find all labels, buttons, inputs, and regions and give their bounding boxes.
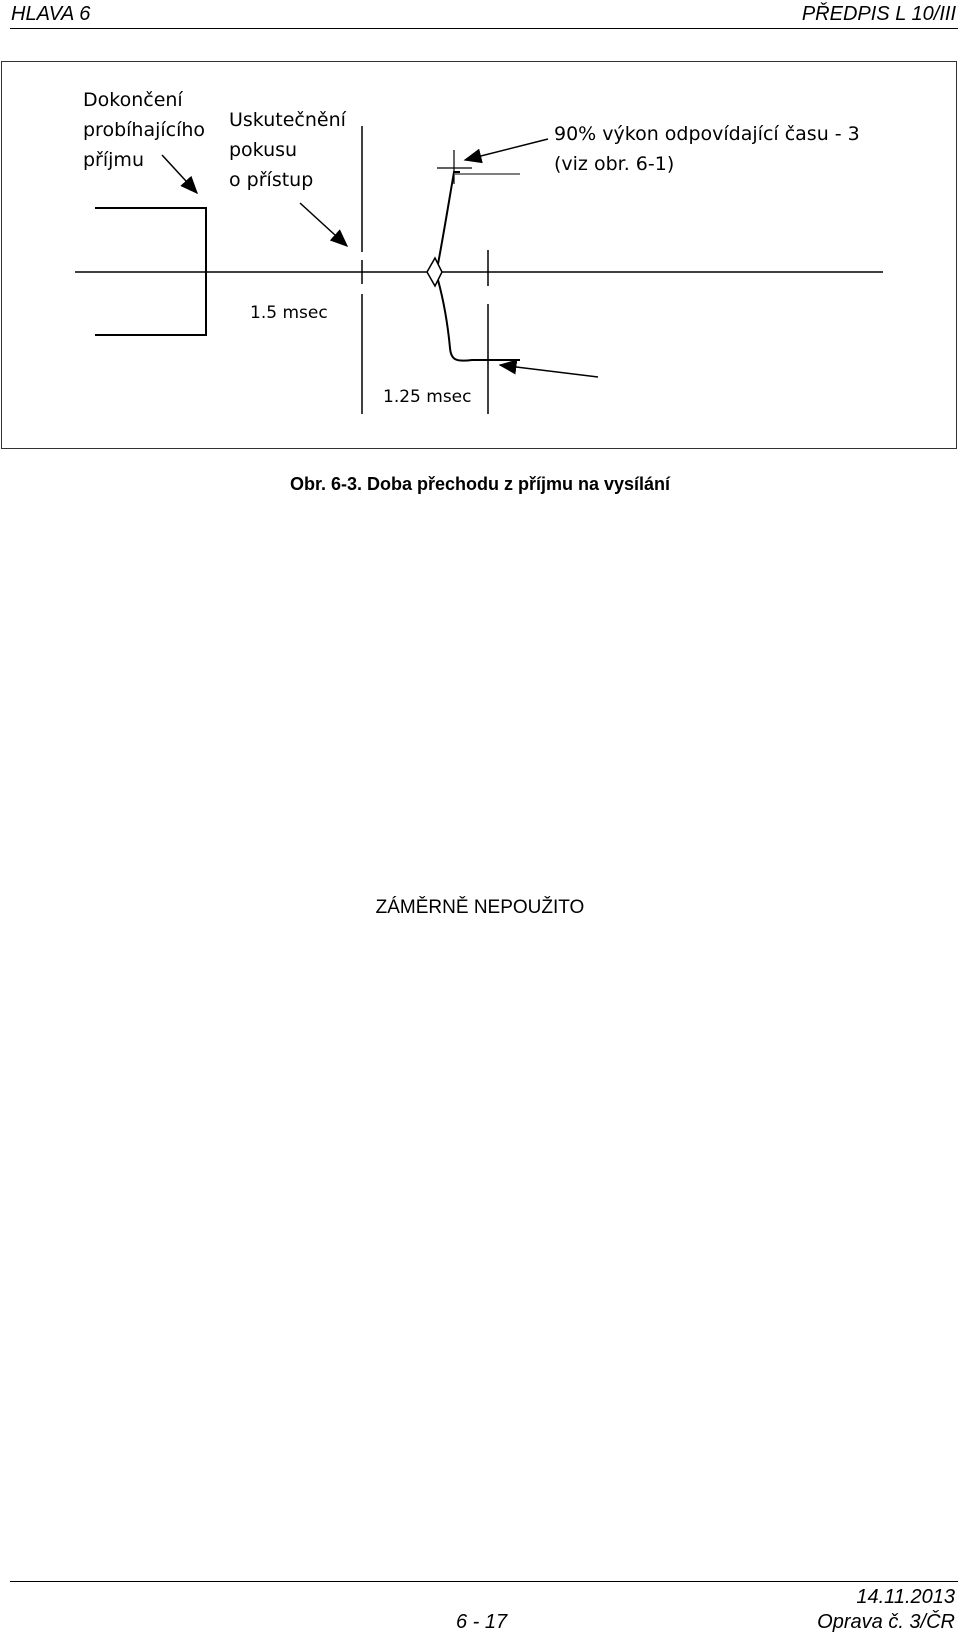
label-completion-2: probíhajícího: [83, 119, 206, 141]
footer-divider: [10, 1581, 958, 1582]
label-completion-3: příjmu: [83, 149, 144, 171]
label-time-1-25: 1.25 msec: [383, 387, 472, 407]
label-attempt-3: o přístup: [229, 169, 314, 191]
arrow-completion: [162, 155, 197, 193]
revision-label: Oprava č. 3/ČR: [817, 1611, 955, 1633]
transmit-fall: [438, 280, 520, 361]
label-attempt-1: Uskutečnění: [229, 109, 346, 131]
timing-diagram: [1, 61, 957, 449]
arrow-attempt: [300, 203, 347, 246]
regulation-header: PŘEDPIS L 10/III: [801, 3, 956, 25]
page-number: 6 - 17: [456, 1611, 508, 1633]
figure-caption: Obr. 6-3. Doba přechodu z příjmu na vysílání: [289, 474, 671, 494]
label-completion-1: Dokončení: [83, 89, 183, 111]
label-time-1-5: 1.5 msec: [250, 303, 328, 323]
chapter-header: HLAVA 6: [11, 3, 91, 25]
timing-diagram-svg: [2, 62, 958, 450]
label-power-2: (viz obr. 6-1): [554, 153, 675, 175]
header-divider: [10, 28, 958, 29]
transmit-rise: [438, 172, 460, 264]
transmit-waveform: [427, 258, 442, 286]
label-attempt-2: pokusu: [229, 139, 298, 161]
arrow-lower-level: [500, 365, 598, 377]
label-power-1: 90% výkon odpovídající času - 3: [554, 123, 860, 145]
intentionally-unused-notice: ZÁMĚRNĚ NEPOUŽITO: [375, 897, 585, 918]
arrow-power: [465, 139, 548, 160]
footer-date: 14.11.2013: [856, 1586, 955, 1608]
